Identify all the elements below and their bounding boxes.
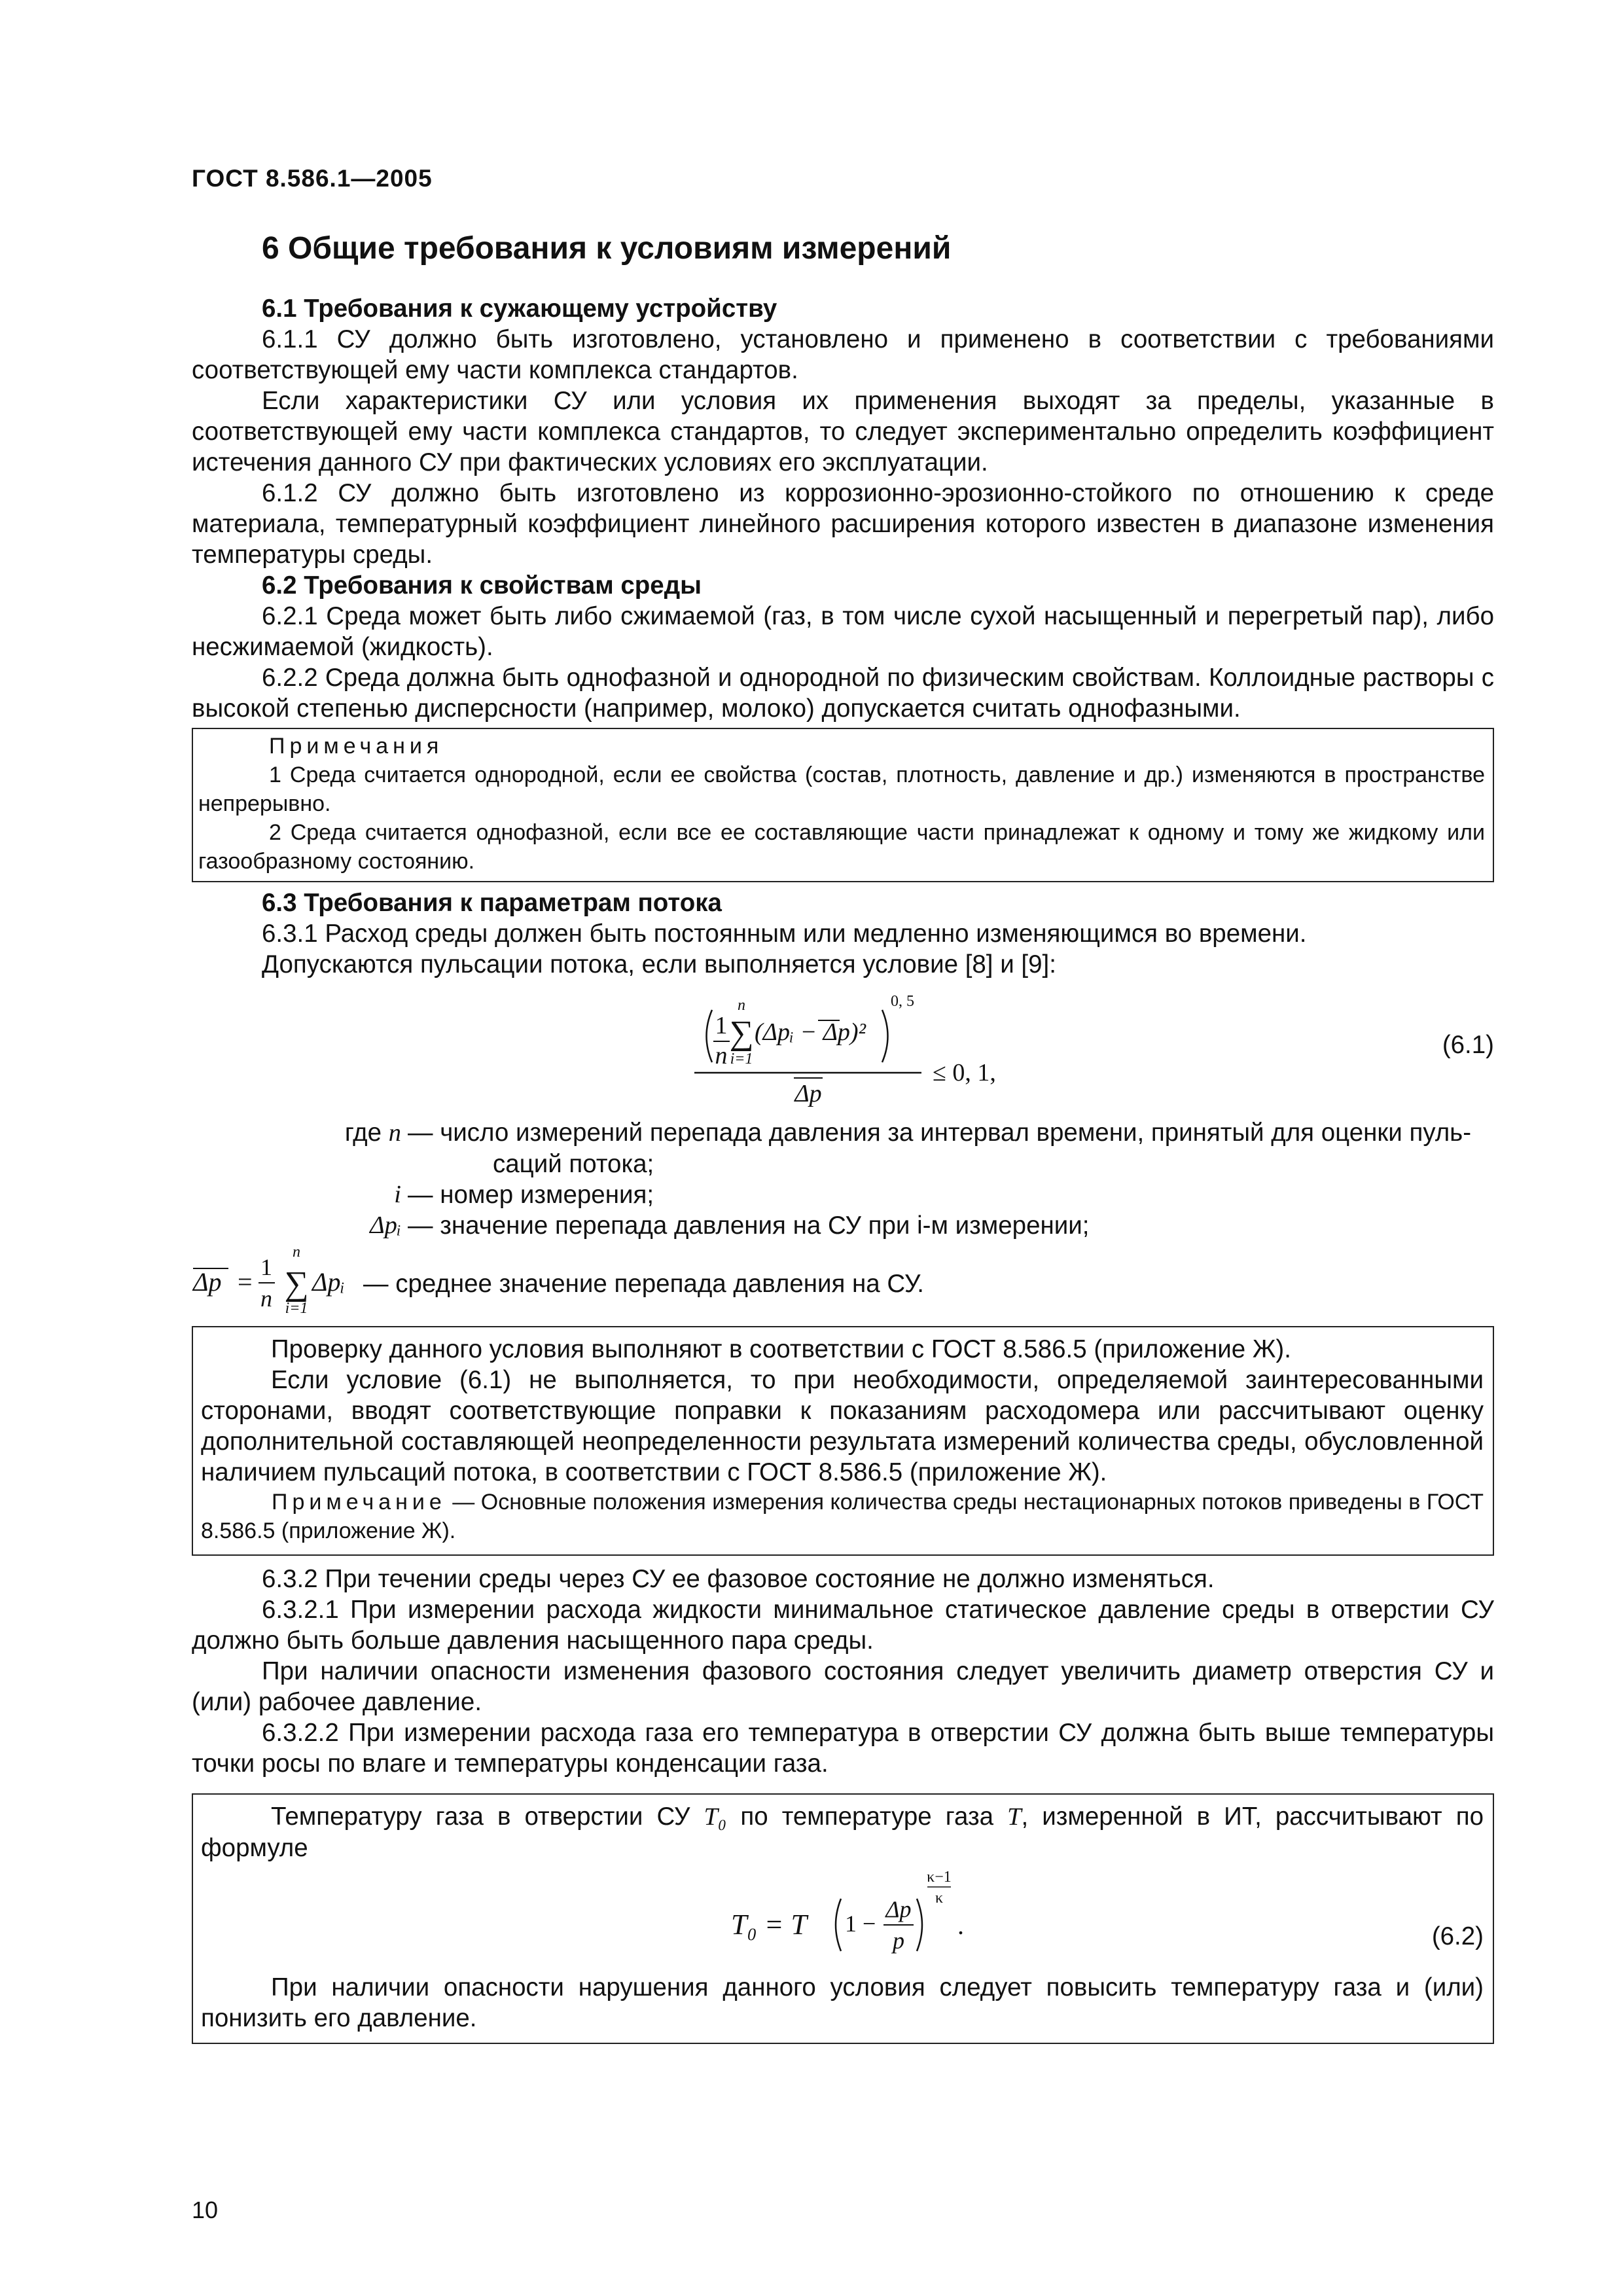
f2-den: p	[893, 1928, 904, 1954]
symbol-T0: T₀	[704, 1803, 727, 1831]
note-1: 1 Среда считается однородной, если ее свойства (состав, плотность, давление и др.) изменяются в пространстве непрерывно.	[198, 762, 1485, 816]
paragraph-6-2-2: 6.2.2 Среда должна быть однофазной и однородной по физическим свойствам. Коллоидные растворы с высокой степенью дисперсности (например, молоко) допускается считать однофазными.	[192, 664, 1494, 723]
f2-exp-den: κ	[935, 1890, 944, 1907]
mean-text: — среднее значение перепада давления на СУ.	[363, 1270, 924, 1298]
left-paren	[707, 1010, 713, 1062]
box1-note-label: Примечание	[272, 1490, 446, 1515]
f1-denominator: Δp	[794, 1080, 822, 1107]
f2-num: Δp	[885, 1896, 912, 1922]
mean-term: Δpᵢ	[312, 1267, 345, 1297]
formula-6-2-number: (6.2)	[1431, 1922, 1484, 1950]
f2-left-paren	[836, 1899, 841, 1951]
page-number: 10	[192, 2197, 219, 2223]
mean-frac-num: 1	[260, 1254, 272, 1280]
mean-lhs: Δp	[193, 1267, 222, 1297]
formula-legend	[192, 1117, 1494, 1241]
box2-paragraph-2: При наличии опасности нарушения данного условия следует повысить температуру газа и (или) понизить его давление.	[201, 1973, 1484, 2032]
paragraph-6-3-2-2: 6.3.2.2 При измерении расхода газа его температура в отверстии СУ должна быть выше температуры точки росы по влаге и температуры конденсации газа.	[192, 1719, 1494, 1778]
legend-symbol-dpi: Δpᵢ	[370, 1211, 401, 1239]
sigma-symbol: ∑	[729, 1014, 754, 1052]
paragraph-6-1-1-cont: Если характеристики СУ или условия их применения выходят за пределы, указанные в соответствующей ему части комплекса стандартов, то следует экспериментально определить коэффициент истечения данного СУ при фактических условиях его эксплуатации.	[192, 387, 1494, 476]
f1-exponent: 0, 5	[891, 993, 914, 1010]
legend-mean	[192, 1245, 1494, 1318]
formula-6-2-graphic	[201, 1863, 1484, 1972]
box1-note	[201, 1488, 1484, 1545]
paragraph-6-3-2-1: 6.3.2.1 При измерении расхода жидкости минимальное статическое давление среды в отверстии СУ должно быть больше давления насыщенного пара среды.	[192, 1596, 1494, 1655]
box1-paragraph-1: Проверку данного условия выполняют в соответствии с ГОСТ 8.586.5 (приложение Ж).	[271, 1335, 1291, 1363]
mean-sigma: ∑	[284, 1265, 309, 1302]
f1-sum-top: n	[738, 997, 745, 1014]
legend-text-n-cont: саций потока;	[493, 1150, 654, 1178]
box1-note-text: — Основные положения измерения количества среды нестационарных потоков приведены в ГОСТ 8.586.5 (приложение Ж).	[201, 1490, 1484, 1543]
legend-symbol-i: i	[394, 1181, 401, 1208]
section-title: 6 Общие требования к условиям измерений	[262, 231, 952, 266]
legend-row-n	[296, 1117, 1494, 1149]
f1-rhs: ≤ 0, 1,	[933, 1059, 996, 1086]
mean-eq: =	[238, 1267, 253, 1297]
subsection-title-6-3: 6.3 Требования к параметрам потока	[262, 889, 722, 917]
mean-sum-bottom: i=1	[285, 1300, 308, 1317]
paragraph-6-2-1: 6.2.1 Среда может быть либо сжимаемой (газ, в том числе сухой насыщенный и перегретый пар), либо несжимаемой (жидкость).	[192, 602, 1494, 661]
box-pulsation-check	[192, 1326, 1494, 1556]
f2-lhs: T₀ = T	[731, 1909, 807, 1941]
paragraph-6-3-1: 6.3.1 Расход среды должен быть постоянным или медленно изменяющимся во времени.	[262, 920, 1307, 948]
f1-term: (Δpᵢ − Δp)²	[755, 1018, 866, 1046]
document-body	[192, 293, 1494, 2052]
f1-sum-bottom: i=1	[730, 1050, 753, 1067]
legend-row-n-cont	[296, 1149, 1494, 1179]
box-gas-temperature	[192, 1793, 1494, 2044]
f1-frac-den: n	[715, 1042, 728, 1069]
f1-frac-num: 1	[715, 1012, 728, 1039]
symbol-T: T	[1007, 1803, 1022, 1831]
mean-sum-top: n	[293, 1244, 300, 1261]
paragraph-6-3-2: 6.3.2 При течении среды через СУ ее фазовое состояние не должно изменяться.	[262, 1565, 1215, 1593]
formula-6-1-graphic	[192, 980, 1494, 1111]
paragraph-6-1-1: 6.1.1 СУ должно быть изготовлено, установлено и применено в соответствии с требованиями соответствующей ему части комплекса стандартов.	[192, 325, 1494, 384]
subsection-title-6-1: 6.1 Требования к сужающему устройству	[262, 295, 777, 323]
mean-frac-den: n	[260, 1285, 272, 1312]
paragraph-6-3-2-1-cont: При наличии опасности изменения фазового состояния следует увеличить диаметр отверстия СУ и (или) рабочее давление.	[192, 1657, 1494, 1716]
legend-text-n: — число измерений перепада давления за интервал времени, принятый для оценки пуль-	[408, 1119, 1472, 1147]
legend-intro: где	[344, 1119, 382, 1147]
right-paren	[882, 1010, 888, 1062]
f2-one-minus: 1 −	[845, 1910, 876, 1937]
formula-6-1-number: (6.1)	[1442, 1031, 1494, 1059]
legend-row-i	[296, 1179, 1494, 1210]
f2-right-paren	[917, 1899, 922, 1951]
box1-paragraph-2: Если условие (6.1) не выполняется, то при необходимости, определяемой заинтересованными сторонами, вводят соответствующие поправки к показаниям расходомера или рассчитывают оценку дополнительной составляющей неопределенности результата измерений количества среды, обусловленной наличием пульсаций потока, в соответствии с ГОСТ 8.586.5 (приложение Ж).	[201, 1366, 1484, 1486]
formula-6-1	[192, 980, 1494, 1111]
formula-6-2	[201, 1863, 1484, 1972]
paragraph-6-1-2: 6.1.2 СУ должно быть изготовлено из коррозионно-эрозионно-стойкого по отношению к среде материала, температурный коэффициент линейного расширения которого известен в диапазоне изменения температуры среды.	[192, 479, 1494, 569]
f2-exp-num: κ−1	[927, 1869, 952, 1886]
legend-row-dpi	[296, 1210, 1494, 1241]
legend-text-i: — номер измерения;	[408, 1181, 654, 1209]
paragraph-6-3-1-cont: Допускаются пульсации потока, если выполняется условие [8] и [9]:	[262, 950, 1056, 978]
f2-end: .	[957, 1910, 964, 1940]
document-header: ГОСТ 8.586.1—2005	[192, 165, 433, 192]
note-2: 2 Среда считается однофазной, если все ее составляющие части принадлежат к одному и тому же жидкому или газообразному состоянию.	[198, 820, 1485, 874]
notes-title: Примечания	[269, 734, 444, 759]
box2-paragraph-1: Температуру газа в отверстии СУ T₀ по температуре газа T, измеренной в ИТ, рассчитывают по формуле	[201, 1803, 1484, 1862]
legend-text-dpi: — значение перепада давления на СУ при i-м измерении;	[408, 1211, 1090, 1240]
legend-symbol-n: n	[388, 1119, 401, 1147]
notes-box	[192, 728, 1494, 882]
subsection-title-6-2: 6.2 Требования к свойствам среды	[262, 571, 702, 600]
